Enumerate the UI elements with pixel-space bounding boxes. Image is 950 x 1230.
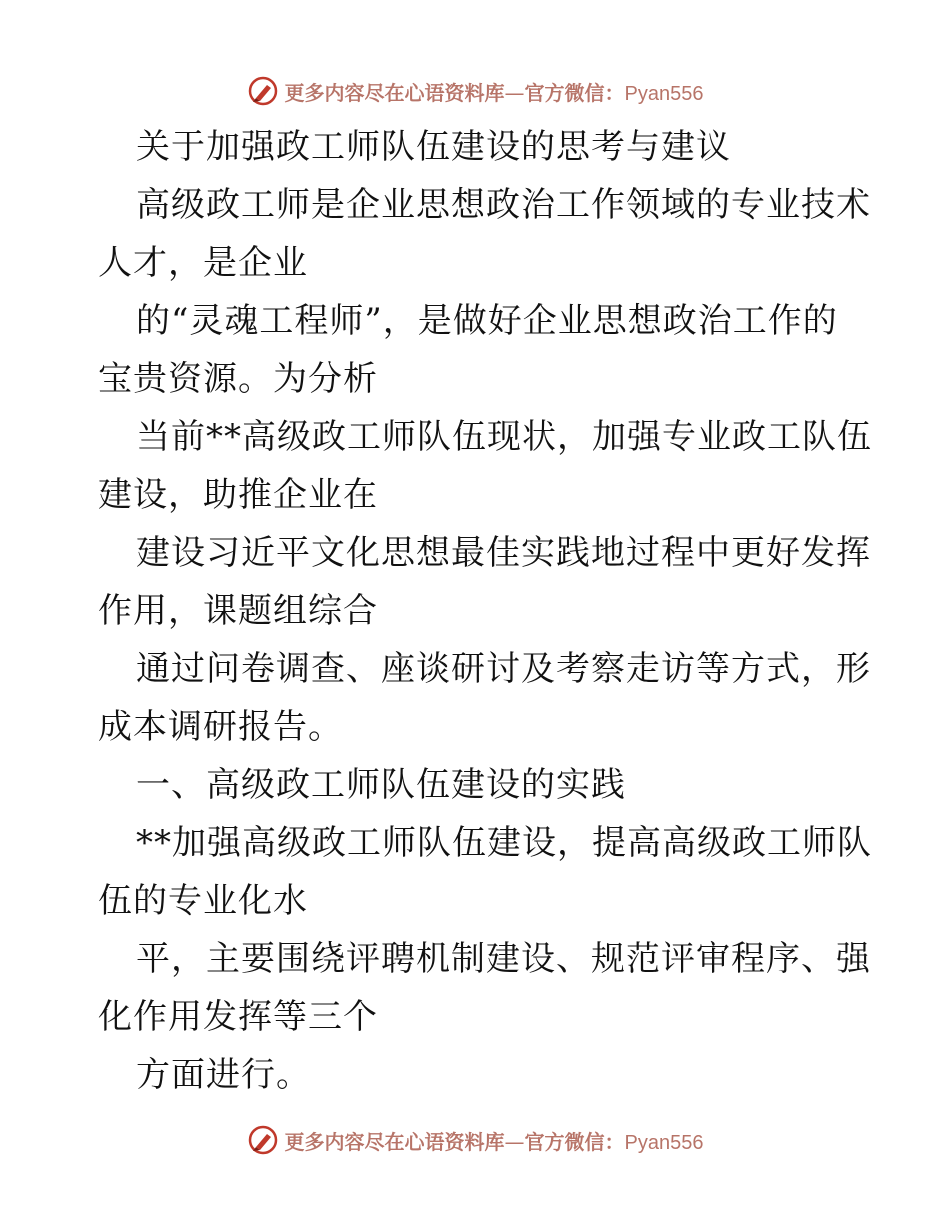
footer-banner-id: Pyan556 — [624, 1131, 704, 1154]
paragraph-line: **加强高级政工师队伍建设，提高高级政工师队 — [136, 823, 872, 863]
paragraph-line: 建设习近平文化思想最佳实践地过程中更好发挥 — [136, 533, 871, 573]
paragraph-line: 宝贵资源。为分析 — [98, 359, 378, 399]
header-banner-separator: — — [504, 80, 525, 105]
paragraph-line: 建设，助推企业在 — [98, 475, 378, 515]
paragraph-line: 成本调研报告。 — [98, 707, 343, 747]
paragraph-line: 作用，课题组综合 — [98, 591, 378, 631]
header-banner-id: Pyan556 — [624, 82, 704, 105]
paragraph-line: 伍的专业化水 — [98, 881, 308, 921]
paragraph-line: 当前**高级政工师队伍现状，加强专业政工队伍 — [136, 417, 872, 457]
header-banner-text — [285, 77, 704, 106]
header-banner-main: 更多内容尽在心语资料库 — [284, 80, 505, 105]
header-watermark-banner — [0, 71, 950, 111]
header-banner-label: 官方微信： — [524, 80, 625, 105]
paragraph-line: 的“灵魂工程师”，是做好企业思想政治工作的 — [136, 301, 838, 341]
footer-banner-separator: — — [504, 1129, 525, 1154]
paragraph-line: 通过问卷调查、座谈研讨及考察走访等方式，形 — [136, 649, 871, 689]
footer-watermark-banner — [0, 1120, 950, 1160]
footer-banner-text — [285, 1126, 704, 1155]
footer-banner-label: 官方微信： — [524, 1129, 625, 1154]
section-heading: 一、高级政工师队伍建设的实践 — [136, 765, 626, 805]
paragraph-line: 高级政工师是企业思想政治工作领域的专业技术 — [136, 185, 871, 225]
paragraph-line: 化作用发挥等三个 — [98, 997, 378, 1037]
document-body — [98, 118, 872, 1104]
paragraph-line: 人才，是企业 — [98, 243, 308, 283]
pen-logo-icon — [247, 75, 279, 107]
pen-logo-icon — [247, 1124, 279, 1156]
document-title: 关于加强政工师队伍建设的思考与建议 — [136, 127, 731, 167]
paragraph-line: 平，主要围绕评聘机制建设、规范评审程序、强 — [136, 939, 871, 979]
paragraph-line: 方面进行。 — [136, 1055, 311, 1095]
footer-banner-main: 更多内容尽在心语资料库 — [284, 1129, 505, 1154]
